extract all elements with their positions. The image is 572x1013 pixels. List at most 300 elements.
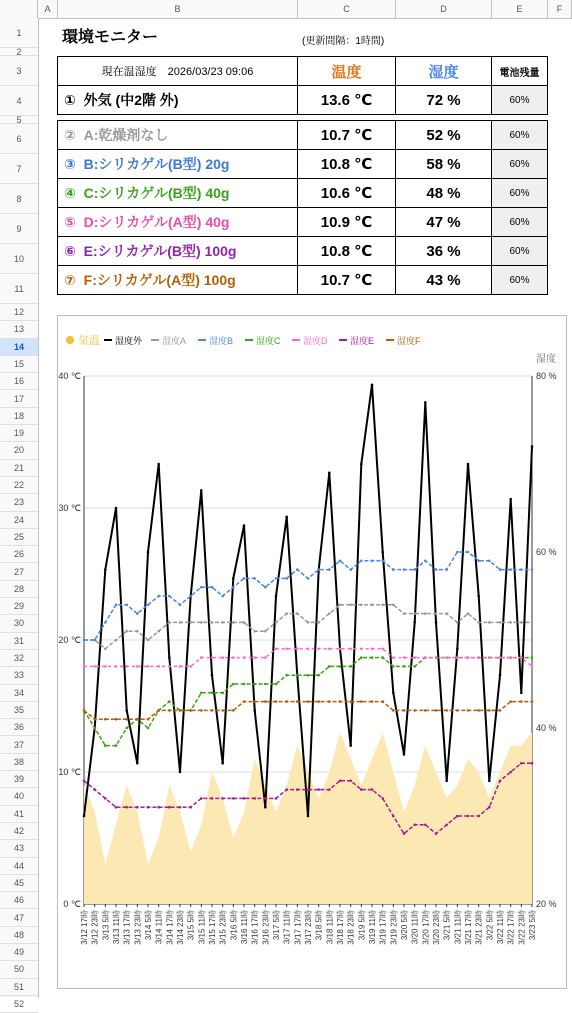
row-header-24[interactable]: 24 (0, 512, 38, 529)
sensor-temp[interactable]: 10.7 ℃ (298, 121, 396, 150)
data-point (413, 665, 416, 668)
data-point (232, 621, 235, 624)
data-point (264, 656, 267, 659)
data-point (200, 656, 203, 659)
data-point (349, 568, 352, 571)
data-point (307, 674, 310, 677)
row-header-22[interactable]: 22 (0, 477, 38, 494)
sensor-humidity[interactable]: 52 % (396, 121, 492, 150)
data-point (200, 692, 203, 695)
row-header-47[interactable]: 47 (0, 910, 38, 927)
data-point (93, 727, 96, 730)
row-header-40[interactable]: 40 (0, 788, 38, 805)
data-point (275, 797, 278, 800)
row-header-33[interactable]: 33 (0, 667, 38, 684)
data-point (499, 656, 502, 659)
data-point (317, 648, 320, 651)
row-header-34[interactable]: 34 (0, 685, 38, 702)
row-header-48[interactable]: 48 (0, 927, 38, 944)
sensor-humidity[interactable]: 36 % (396, 237, 492, 266)
data-point (285, 577, 288, 580)
sensor-name: C:シリカゲル(B型) 40g (83, 185, 230, 201)
data-point (467, 815, 470, 818)
data-point (253, 656, 256, 659)
sensor-number: ⑤ (64, 214, 76, 230)
legend-label: 湿度D (303, 336, 328, 346)
data-point (328, 648, 331, 651)
data-point (296, 700, 299, 703)
row-header-28[interactable]: 28 (0, 581, 38, 598)
x-tick-label: 3/12 17時 (80, 910, 89, 945)
data-point (168, 806, 171, 809)
sensor-battery[interactable]: 60% (492, 179, 548, 208)
data-point (381, 648, 384, 651)
data-point (115, 806, 118, 809)
data-point (392, 656, 395, 659)
sensor-humidity[interactable]: 47 % (396, 208, 492, 237)
data-point (296, 612, 299, 615)
x-tick-label: 3/19 11時 (368, 910, 377, 945)
data-point (520, 621, 523, 624)
data-point (413, 612, 416, 615)
data-point (339, 560, 342, 563)
row-header-14[interactable]: 14 (0, 339, 38, 356)
x-tick-label: 3/19 5時 (357, 910, 367, 941)
row-header-23[interactable]: 23 (0, 494, 38, 511)
data-point (243, 621, 246, 624)
right-tick-label: 80 % (536, 371, 557, 381)
data-point (467, 551, 470, 554)
data-point (189, 806, 192, 809)
data-point (349, 648, 352, 651)
x-tick-label: 3/16 11時 (240, 910, 249, 945)
series-area-temperature (84, 732, 532, 904)
data-point (349, 604, 352, 607)
data-point (125, 806, 128, 809)
right-tick-label: 40 % (536, 723, 557, 733)
data-point (531, 762, 534, 765)
sensor-humidity[interactable]: 43 % (396, 266, 492, 295)
x-tick-label: 3/21 11時 (453, 910, 463, 945)
row-header-25[interactable]: 25 (0, 529, 38, 546)
data-point (168, 621, 171, 624)
data-point (499, 780, 502, 783)
column-header-bar (0, 0, 572, 19)
column-header-d[interactable]: D (396, 0, 492, 18)
row-header-10[interactable]: 10 (0, 244, 38, 274)
data-point (221, 595, 224, 598)
row-header-13[interactable]: 13 (0, 321, 38, 338)
data-point (339, 604, 342, 607)
row-header-42[interactable]: 42 (0, 823, 38, 840)
row-header-2[interactable]: 2 (0, 48, 38, 56)
data-point (424, 401, 427, 404)
sensor-battery[interactable]: 60% (492, 208, 548, 237)
sensor-battery[interactable]: 60% (492, 121, 548, 150)
outside-name-cell[interactable] (58, 86, 298, 115)
x-tick-label: 3/14 5時 (144, 910, 153, 941)
sensor-number: ① (64, 92, 76, 108)
data-point (296, 568, 299, 571)
chart-svg (58, 316, 566, 988)
data-point (531, 621, 534, 624)
data-point (221, 762, 224, 765)
sensor-number: ⑦ (64, 272, 76, 288)
data-point (328, 472, 331, 475)
data-point (264, 683, 267, 686)
row-header-3[interactable]: 3 (0, 56, 38, 86)
data-point (189, 595, 192, 598)
data-point (189, 665, 192, 668)
data-point (467, 463, 470, 466)
data-point (115, 604, 118, 607)
row-header-18[interactable]: 18 (0, 408, 38, 425)
x-tick-label: 3/20 11時 (410, 910, 420, 945)
sensor-name: A:乾燥剤なし (83, 127, 169, 143)
data-point (477, 560, 480, 563)
data-point (360, 656, 363, 659)
data-point (339, 700, 342, 703)
data-point (221, 621, 224, 624)
data-point (253, 630, 256, 633)
x-tick-label: 3/16 23時 (261, 910, 271, 945)
data-point (499, 621, 502, 624)
x-tick-label: 3/22 5時 (485, 910, 495, 941)
row-header-32[interactable]: 32 (0, 650, 38, 667)
row-header-38[interactable]: 38 (0, 754, 38, 771)
data-point (168, 700, 171, 703)
data-point (488, 709, 491, 712)
row-header-41[interactable]: 41 (0, 806, 38, 823)
sensor-temp[interactable]: 10.6 ℃ (298, 179, 396, 208)
data-point (275, 595, 278, 598)
column-header-f[interactable]: F (548, 0, 572, 18)
sensor-temp[interactable]: 10.8 ℃ (298, 150, 396, 179)
column-header-a[interactable]: A (38, 0, 58, 18)
data-point (243, 797, 246, 800)
humidity-temperature-chart[interactable] (57, 315, 567, 989)
data-point (467, 612, 470, 615)
row-header-45[interactable]: 45 (0, 875, 38, 892)
x-tick-label: 3/18 17時 (336, 910, 345, 945)
row-header-17[interactable]: 17 (0, 391, 38, 408)
left-tick-label: 20 ℃ (58, 635, 81, 645)
right-tick-label: 60 % (536, 547, 557, 557)
data-point (83, 665, 86, 668)
x-tick-label: 3/19 23時 (389, 910, 399, 945)
data-point (125, 630, 128, 633)
row-header-8[interactable]: 8 (0, 184, 38, 214)
outside-battery[interactable]: 60% (492, 86, 548, 115)
data-point (243, 656, 246, 659)
data-point (328, 700, 331, 703)
data-point (232, 656, 235, 659)
x-tick-label: 3/22 11時 (496, 910, 505, 945)
x-tick-label: 3/18 11時 (325, 910, 335, 945)
sensor-row (58, 150, 548, 179)
data-point (488, 656, 491, 659)
sensor-row (58, 266, 548, 295)
row-header-bar (0, 18, 39, 1009)
data-point (477, 621, 480, 624)
data-point (104, 568, 107, 571)
data-point (413, 656, 416, 659)
data-point (264, 700, 267, 703)
data-point (125, 665, 128, 668)
data-point (136, 612, 139, 615)
row-header-15[interactable]: 15 (0, 356, 38, 373)
data-point (179, 604, 182, 607)
x-tick-label: 3/21 17時 (464, 910, 473, 945)
data-point (424, 709, 427, 712)
data-point (317, 674, 320, 677)
data-point (200, 586, 203, 589)
data-point (104, 744, 107, 747)
row-header-52[interactable]: 52 (0, 996, 38, 1013)
data-point (360, 604, 363, 607)
data-point (531, 700, 534, 703)
data-point (83, 780, 86, 783)
row-header-16[interactable]: 16 (0, 373, 38, 390)
row-header-50[interactable]: 50 (0, 961, 38, 978)
row-header-39[interactable]: 39 (0, 771, 38, 788)
series-line-7 (84, 702, 532, 720)
row-header-36[interactable]: 36 (0, 719, 38, 736)
row-header-5[interactable]: 5 (0, 116, 38, 124)
data-point (317, 700, 320, 703)
data-point (179, 665, 182, 668)
row-header-43[interactable]: 43 (0, 840, 38, 857)
data-point (445, 568, 448, 571)
sensor-name-cell[interactable] (58, 208, 298, 237)
data-point (456, 621, 459, 624)
data-point (371, 656, 374, 659)
battery-header: 電池残量 (492, 57, 548, 86)
sensor-name: 外気 (中2階 外) (83, 92, 179, 108)
data-point (168, 656, 171, 659)
data-point (381, 656, 384, 659)
x-tick-label: 3/14 11時 (154, 910, 164, 945)
x-tick-label: 3/13 11時 (112, 910, 121, 945)
row-header-11[interactable]: 11 (0, 274, 38, 304)
environment-table (57, 56, 548, 295)
data-point (307, 621, 310, 624)
row-header-37[interactable]: 37 (0, 737, 38, 754)
data-point (317, 568, 320, 571)
row-header-27[interactable]: 27 (0, 564, 38, 581)
data-point (264, 806, 267, 809)
data-point (488, 621, 491, 624)
data-point (136, 718, 139, 721)
data-point (520, 762, 523, 765)
sensor-number: ④ (64, 185, 76, 201)
data-point (200, 709, 203, 712)
data-point (211, 586, 214, 589)
data-point (371, 384, 374, 387)
sensor-temp[interactable]: 10.9 ℃ (298, 208, 396, 237)
data-point (275, 683, 278, 686)
left-tick-label: 0 ℃ (63, 899, 81, 909)
data-point (403, 568, 406, 571)
sensor-name-cell[interactable] (58, 150, 298, 179)
sensor-battery[interactable]: 60% (492, 266, 548, 295)
data-point (371, 788, 374, 791)
data-point (253, 700, 256, 703)
row-header-46[interactable]: 46 (0, 892, 38, 909)
data-point (403, 612, 406, 615)
data-point (115, 744, 118, 747)
select-all-corner[interactable] (0, 0, 38, 18)
data-point (360, 788, 363, 791)
data-point (253, 577, 256, 580)
data-point (179, 709, 182, 712)
data-point (392, 709, 395, 712)
data-point (200, 797, 203, 800)
row-header-44[interactable]: 44 (0, 858, 38, 875)
sensor-row (58, 121, 548, 150)
data-point (221, 709, 224, 712)
data-point (232, 797, 235, 800)
row-header-35[interactable]: 35 (0, 702, 38, 719)
data-point (307, 700, 310, 703)
x-tick-label: 3/22 23時 (517, 910, 527, 945)
sensor-name: D:シリカゲル(A型) 40g (83, 214, 230, 230)
data-point (157, 665, 160, 668)
x-tick-label: 3/17 11時 (282, 910, 292, 945)
data-point (435, 656, 438, 659)
outside-humidity[interactable]: 72 % (396, 86, 492, 115)
data-point (328, 665, 331, 668)
sensor-humidity[interactable]: 48 % (396, 179, 492, 208)
x-tick-label: 3/15 5時 (186, 910, 196, 941)
data-point (253, 683, 256, 686)
x-tick-label: 3/15 17時 (208, 910, 217, 945)
data-point (531, 445, 534, 448)
data-point (509, 621, 512, 624)
sensor-name-cell[interactable] (58, 237, 298, 266)
data-point (285, 648, 288, 651)
x-tick-label: 3/16 5時 (229, 910, 239, 941)
sensor-temp[interactable]: 10.7 ℃ (298, 266, 396, 295)
data-point (136, 665, 139, 668)
data-point (115, 718, 118, 721)
outside-temp[interactable]: 13.6 ℃ (298, 86, 396, 115)
current-reading-header: 現在温湿度 2026/03/23 09:06 (58, 57, 298, 86)
row-header-26[interactable]: 26 (0, 546, 38, 563)
data-point (456, 815, 459, 818)
data-point (328, 788, 331, 791)
left-tick-label: 40 ℃ (58, 371, 81, 381)
x-tick-label: 3/21 5時 (442, 910, 452, 941)
data-point (307, 577, 310, 580)
data-point (456, 648, 459, 651)
data-point (307, 788, 310, 791)
legend-label: 湿度C (256, 336, 281, 346)
data-point (264, 630, 267, 633)
column-header-c[interactable]: C (298, 0, 396, 18)
row-header-30[interactable]: 30 (0, 615, 38, 632)
row-header-21[interactable]: 21 (0, 460, 38, 477)
data-point (339, 780, 342, 783)
row-header-49[interactable]: 49 (0, 944, 38, 961)
data-point (403, 832, 406, 835)
x-tick-label: 3/16 17時 (250, 910, 260, 945)
x-tick-label: 3/18 23時 (346, 910, 356, 945)
legend-label: 気温 (78, 335, 100, 347)
sensor-humidity[interactable]: 58 % (396, 150, 492, 179)
row-header-29[interactable]: 29 (0, 598, 38, 615)
data-point (232, 683, 235, 686)
row-header-19[interactable]: 19 (0, 425, 38, 442)
data-point (488, 560, 491, 563)
row-header-51[interactable]: 51 (0, 979, 38, 996)
sensor-battery[interactable]: 60% (492, 150, 548, 179)
sensor-name-cell[interactable] (58, 121, 298, 150)
legend-label: 湿度E (350, 336, 375, 346)
row-header-9[interactable]: 9 (0, 214, 38, 244)
data-point (424, 560, 427, 563)
data-point (456, 551, 459, 554)
data-point (189, 709, 192, 712)
data-point (467, 656, 470, 659)
sensor-temp[interactable]: 10.8 ℃ (298, 237, 396, 266)
data-point (104, 648, 107, 651)
data-point (157, 806, 160, 809)
data-point (413, 824, 416, 827)
data-point (392, 815, 395, 818)
data-point (285, 788, 288, 791)
row-header-12[interactable]: 12 (0, 304, 38, 321)
column-header-b[interactable]: B (58, 0, 298, 18)
data-point (456, 709, 459, 712)
data-point (488, 806, 491, 809)
row-header-31[interactable]: 31 (0, 633, 38, 650)
row-header-4[interactable]: 4 (0, 86, 38, 116)
sensor-name-cell[interactable] (58, 179, 298, 208)
data-point (296, 788, 299, 791)
data-point (339, 648, 342, 651)
row-header-20[interactable]: 20 (0, 442, 38, 459)
sensor-row (58, 237, 548, 266)
x-tick-label: 3/13 23時 (133, 910, 143, 945)
row-header-7[interactable]: 7 (0, 154, 38, 184)
row-header-6[interactable]: 6 (0, 124, 38, 154)
data-point (531, 665, 534, 668)
x-tick-label: 3/20 17時 (421, 910, 431, 945)
data-point (371, 648, 374, 651)
data-point (349, 744, 352, 747)
column-header-e[interactable]: E (492, 0, 548, 18)
series-line-2 (84, 605, 532, 649)
legend-label: 湿度F (397, 336, 421, 346)
data-point (381, 700, 384, 703)
sensor-name: B:シリカゲル(B型) 20g (83, 156, 230, 172)
data-point (136, 806, 139, 809)
row-header-1[interactable]: 1 (0, 18, 38, 48)
data-point (360, 560, 363, 563)
x-tick-label: 3/17 5時 (272, 910, 281, 941)
data-point (531, 656, 534, 659)
data-point (509, 568, 512, 571)
sensor-battery[interactable]: 60% (492, 237, 548, 266)
left-tick-label: 30 ℃ (58, 503, 81, 513)
sensor-name-cell[interactable] (58, 266, 298, 295)
data-point (253, 709, 256, 712)
data-point (211, 621, 214, 624)
data-point (499, 709, 502, 712)
data-point (339, 665, 342, 668)
x-tick-label: 3/14 23時 (176, 910, 185, 945)
